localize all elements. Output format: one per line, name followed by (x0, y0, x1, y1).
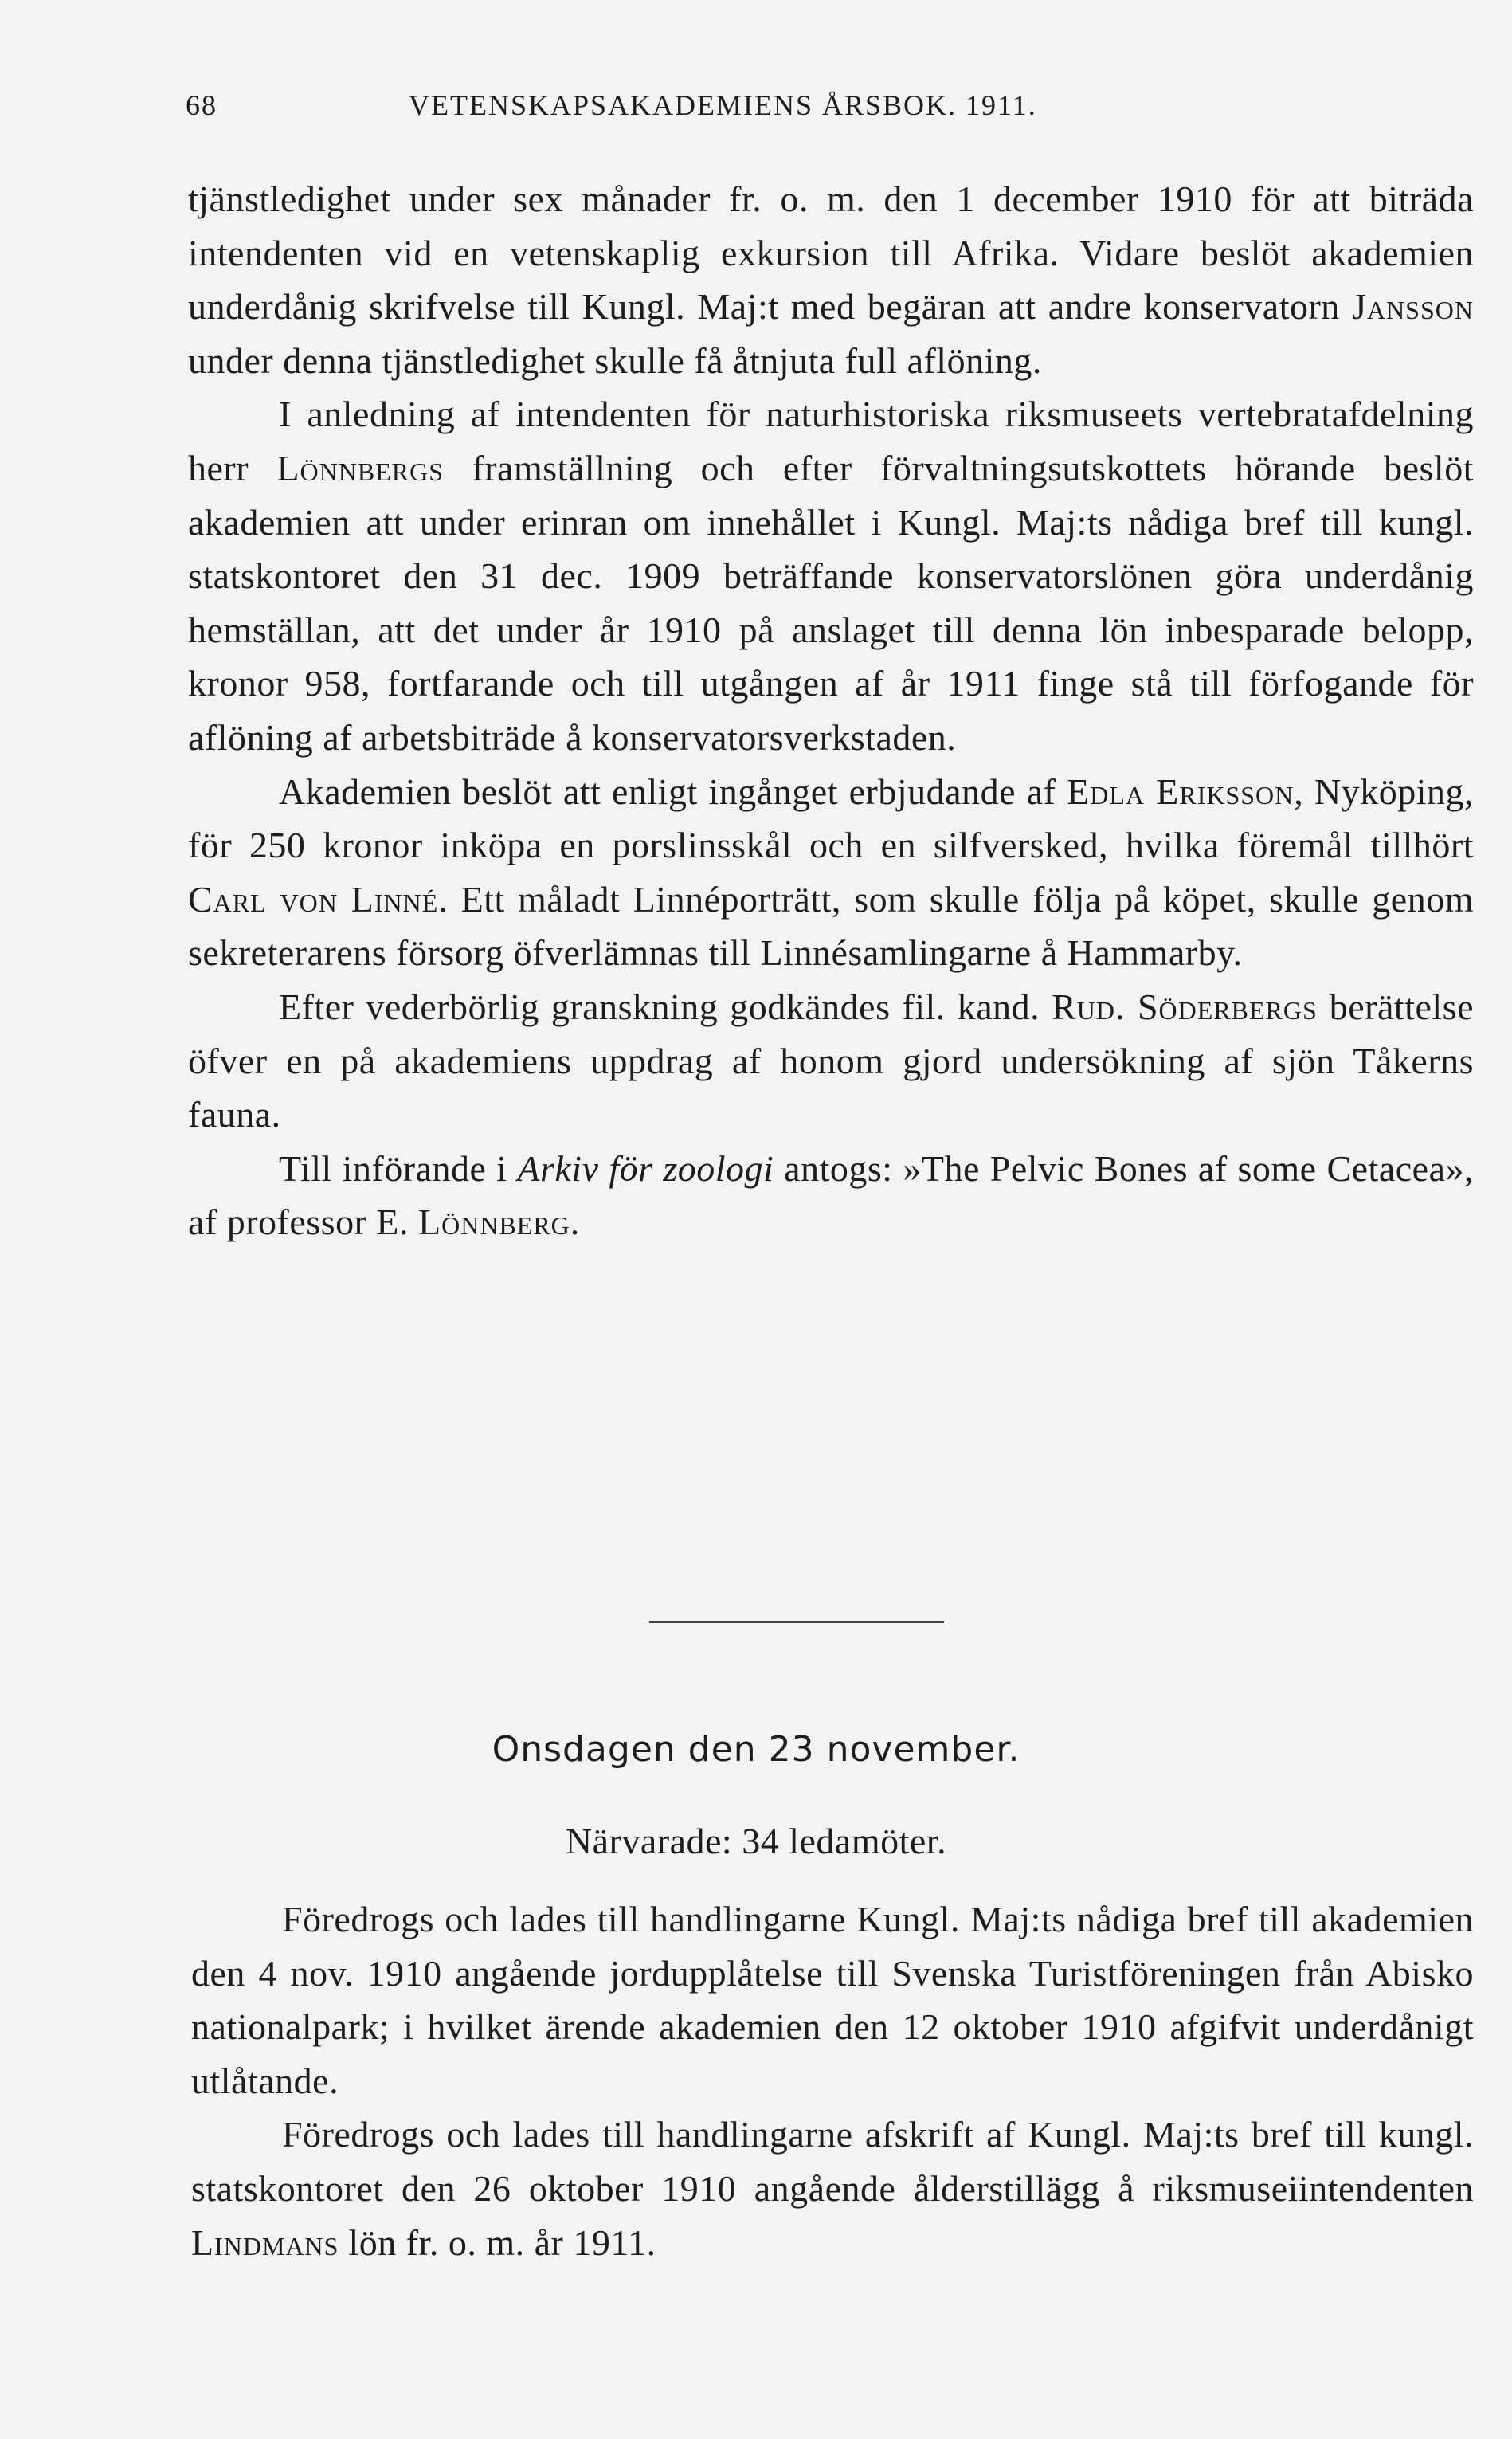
person-name: Edla Eriksson (1067, 771, 1295, 812)
text-run: berättelse öfver en på akademiens uppdrag af honom gjord undersökning af sjön Tåkerns fauna. (188, 986, 1474, 1135)
text-run: , Nyköping, för 250 kronor inköpa en porslinsskål och en silfversked, hvilka föremål tillhört (188, 771, 1475, 866)
person-name: Lindmans (191, 2221, 339, 2263)
paragraph-3 (188, 765, 1474, 980)
text-run: . (570, 1202, 580, 1243)
text-run: Akademien beslöt att enligt ingånget erbjudande af (279, 771, 1067, 812)
text-run: Föredrogs och lades till handlingarne Kungl. Maj:ts nådiga bref till akademien den 4 nov. 1910 angående jordupplåtelse till Svenska Turistföreningen från Abisko nationalpark; i hvilket ärende akademien den 12 oktober 1910 afgifvit underdånigt utlåtande. (191, 1899, 1474, 2101)
person-name: Lönnbergs (276, 447, 445, 488)
person-name: Carl von Linné (188, 878, 439, 920)
body-text (188, 172, 1474, 1249)
text-run: Efter vederbörlig granskning godkändes fil. kand. (279, 986, 1052, 1027)
text-run: lön fr. o. m. år 1911. (339, 2221, 656, 2263)
text-run: Föredrogs och lades till handlingarne afskrift af Kungl. Maj:ts bref till kungl. statskontoret den 26 oktober 1910 angående ålderstillägg å riksmuseiintendenten (191, 2114, 1474, 2209)
text-run: antogs: »The Pelvic Bones af some Cetacea», af professor E. (188, 1147, 1474, 1243)
text-run: . Ett måladt Linnéporträtt, som skulle följa på köpet, skulle genom sekreterarens försorg öfverlämnas till Linnésamlingarne å Hammarby. (188, 878, 1474, 974)
paragraph-6 (191, 1892, 1474, 2108)
page-number: 68 (186, 89, 217, 121)
body-text-section-2 (191, 1892, 1474, 2269)
text-run: Till införande i (279, 1147, 518, 1189)
person-name: Lönnberg (418, 1202, 570, 1243)
person-name: Jansson (1352, 286, 1474, 327)
journal-title: Arkiv för zoologi (517, 1147, 774, 1189)
attendance-line: Närvarade: 34 ledamöter. (565, 1821, 947, 1861)
paragraph-2 (188, 387, 1474, 764)
paragraph-5 (188, 1142, 1474, 1249)
section-divider (649, 1621, 944, 1623)
text-run: tjänstledighet under sex månader fr. o. m. den 1 december 1910 för att biträda intendenten vid en vetenskaplig exkursion till Afrika. Vidare beslöt akademien underdånig skrifvelse till Kungl. Maj:t med begäran att andre konservatorn (188, 178, 1474, 327)
text-run: I anledning af intendenten för naturhistoriska riksmuseets vertebratafdelning herr (188, 394, 1474, 488)
running-title: VETENSKAPSAKADEMIENS ÅRSBOK. 1911. (409, 89, 1037, 121)
text-run: framställning och efter förvaltningsutskottets hörande beslöt akademien att under erinran om innehållet i Kungl. Maj:ts nådiga bref till kungl. statskontoret den 31 dec. 1909 beträffande konservatorslönen göra underdånig hemställan, att det under år 1910 på anslaget till denna lön inbesparade belopp, kronor 958, fortfarande och till utgången af år 1911 finge stå till förfogande för aflöning af arbetsbiträde å konservatorsverkstaden. (188, 447, 1474, 758)
person-name: Rud. Söderbergs (1052, 986, 1318, 1027)
paragraph-7 (191, 2108, 1474, 2269)
text-run: under denna tjänstledighet skulle få åtnjuta full aflöning. (188, 339, 1042, 381)
paragraph-4 (188, 980, 1474, 1142)
paragraph-1 (188, 172, 1474, 387)
running-header (186, 91, 1301, 120)
section-heading: Onsdagen den 23 november. (492, 1729, 1020, 1770)
